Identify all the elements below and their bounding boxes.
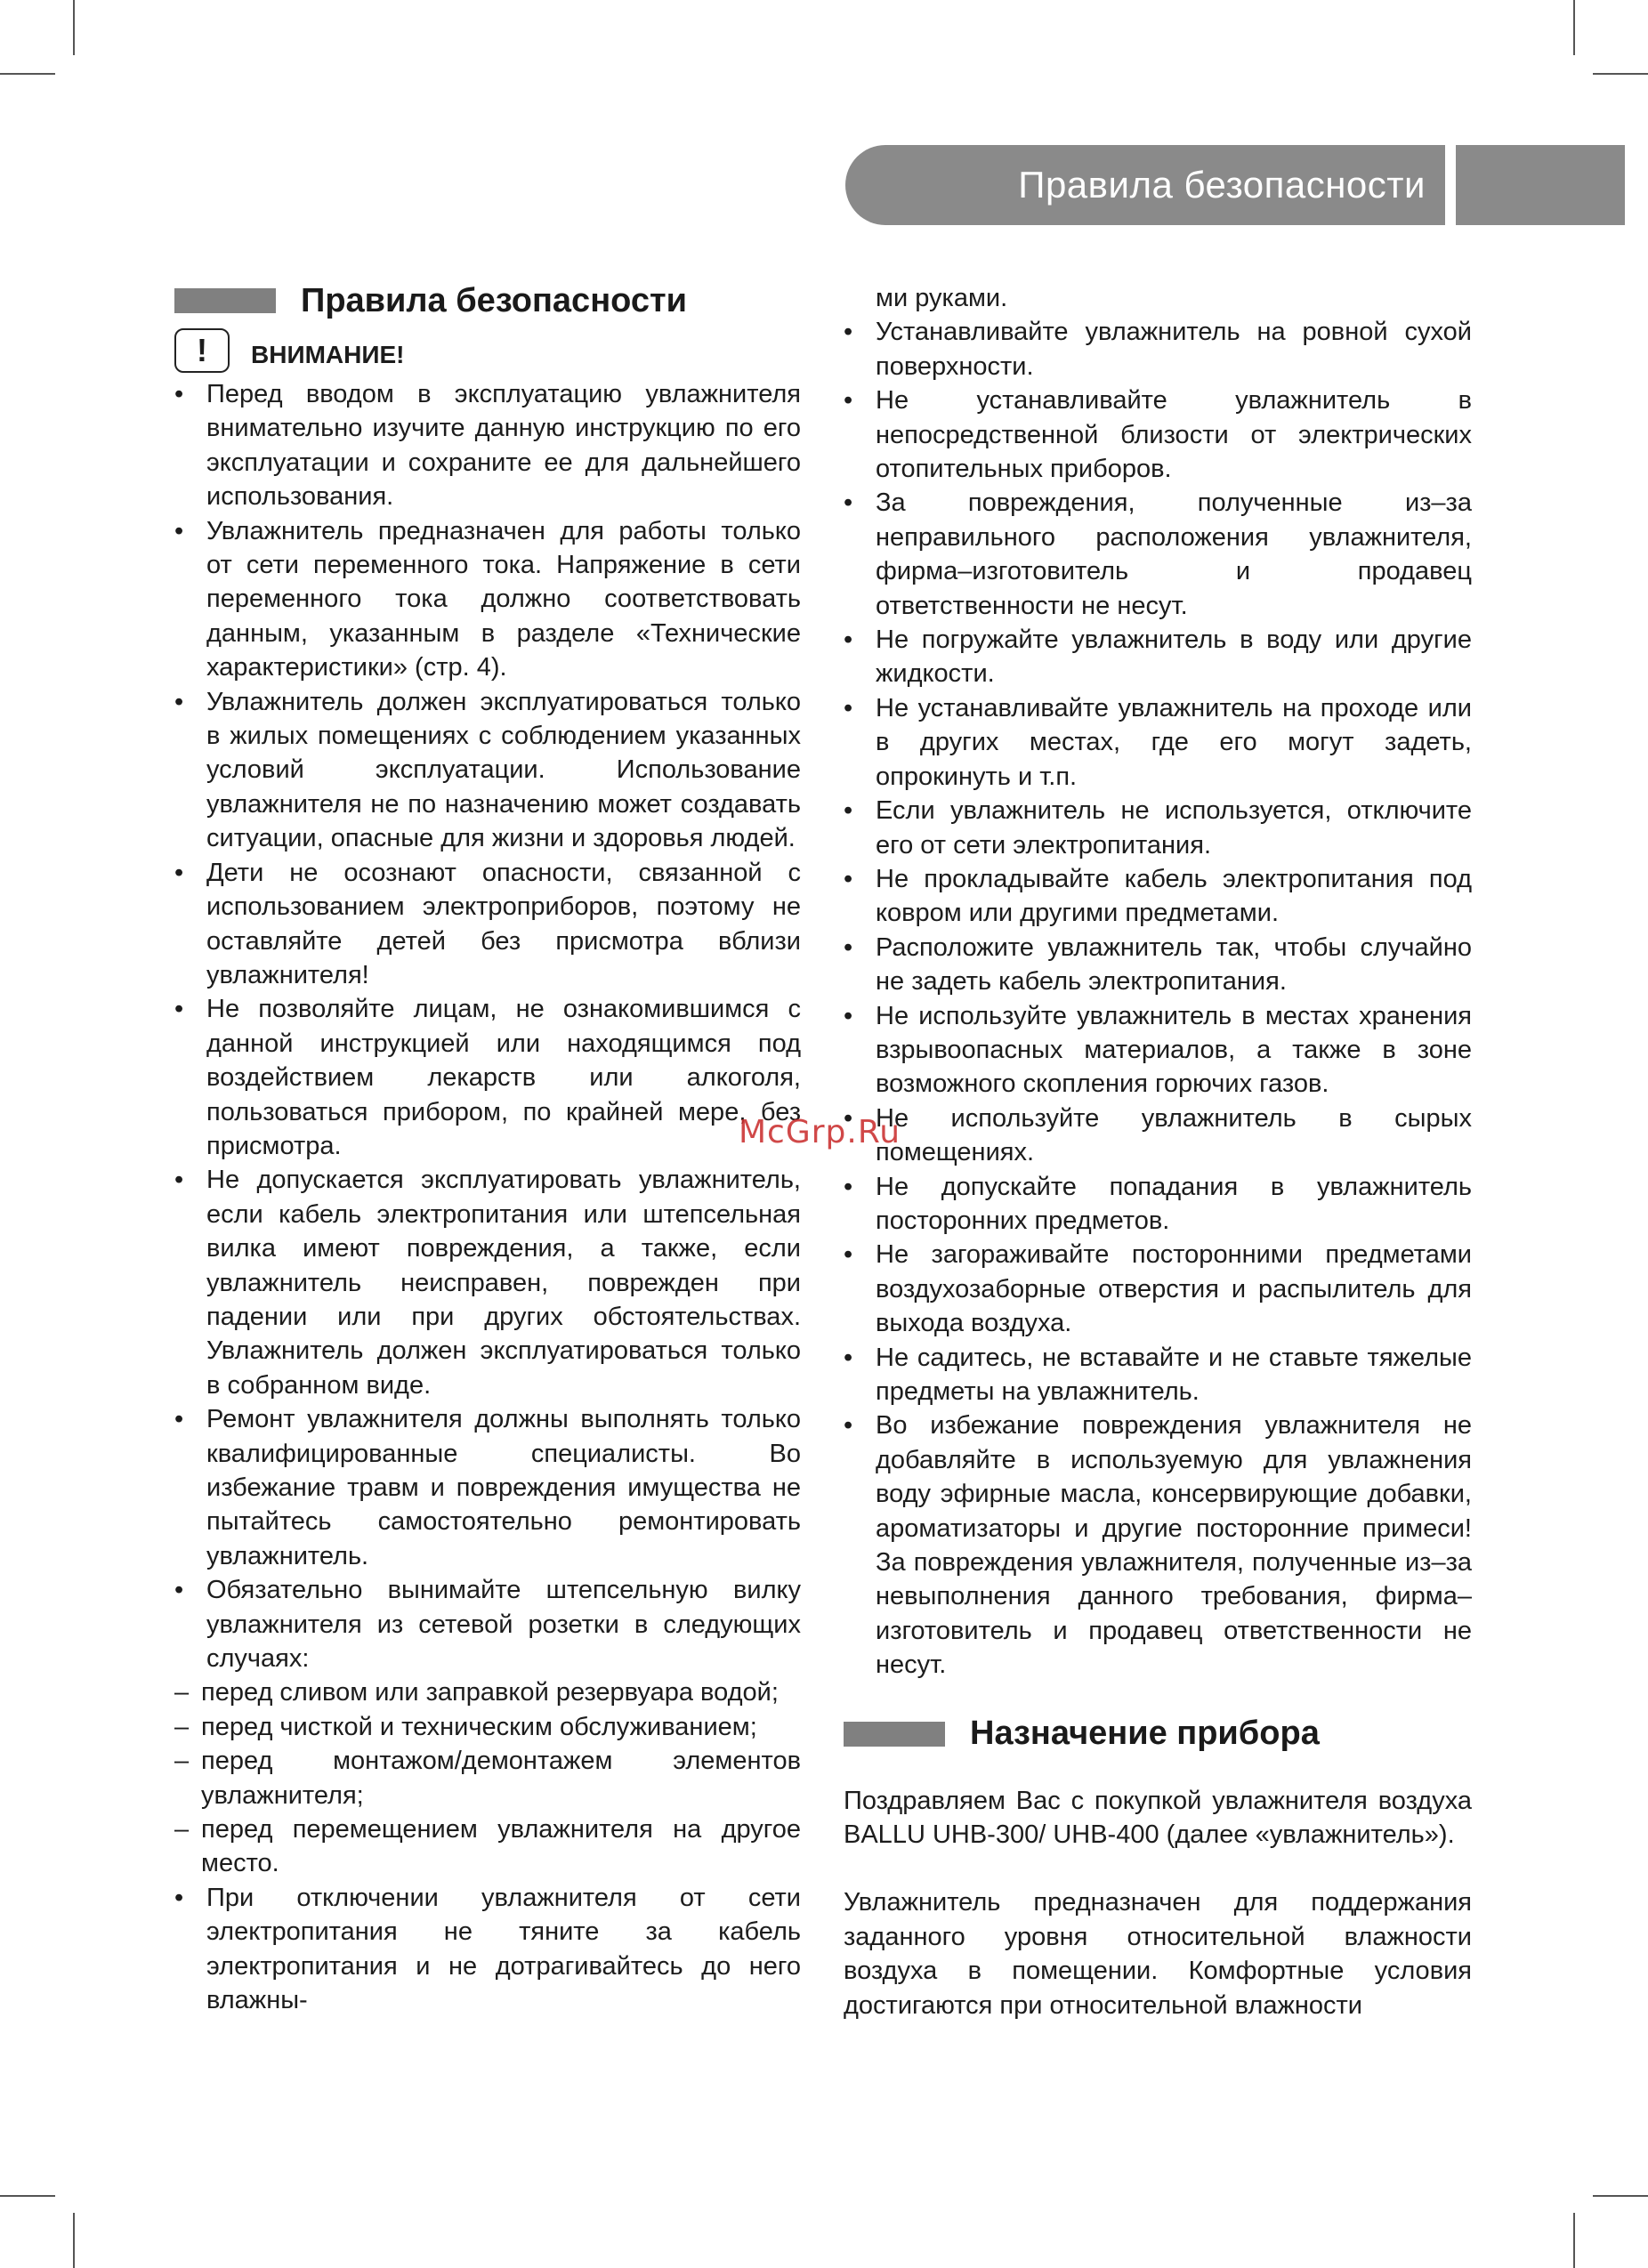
list-item-text: Не используйте увлажнитель в местах хранения взрывоопасных материалов, а также в зоне возможного скопления горючих газов. <box>876 1001 1472 1099</box>
banner-page-tab <box>1456 145 1625 225</box>
crop-mark <box>1573 0 1575 55</box>
safety-list-left <box>174 377 801 2018</box>
list-item-text: ми руками. <box>876 284 1008 312</box>
list-item-text: перед сливом или заправкой резервуара водой; <box>201 1678 779 1707</box>
list-item <box>844 1102 1472 1170</box>
safety-list-right <box>844 281 1472 1683</box>
crop-mark <box>1593 2195 1648 2197</box>
list-item <box>174 514 801 685</box>
list-item-text: Не садитесь, не вставайте и не ставьте тяжелые предметы на увлажнитель. <box>876 1343 1472 1406</box>
list-item: – перед монтажом/демонтажем элементов увлажнителя; <box>174 1747 801 1810</box>
list-item-text: Увлажнитель должен эксплуатироваться только в жилых помещениях с соблюдением указанных условий эксплуатации. Использование увлажнителя не по назначению может создавать ситуации, опасные для жизни и здоровья людей. <box>206 687 801 853</box>
list-item <box>844 1170 1472 1239</box>
warning-label: ВНИМАНИЕ! <box>251 340 405 368</box>
list-item: – перед перемещением увлажнителя на другое место. <box>174 1815 801 1878</box>
list-item <box>174 856 801 993</box>
list-item-text: Если увлажнитель не используется, отключите его от сети электропитания. <box>876 796 1472 860</box>
list-item <box>844 1408 1472 1682</box>
crop-mark <box>0 73 55 75</box>
section-title: Назначение прибора <box>970 1715 1320 1753</box>
list-item-text: Расположите увлажнитель так, чтобы случайно не задеть кабель электропитания. <box>876 932 1472 997</box>
list-item-text: Не устанавливайте увлажнитель на проходе или в других местах, где его могут задеть, опрокинуть и т.п. <box>876 693 1472 791</box>
list-item: – перед чисткой и техническим обслуживанием; <box>174 1712 757 1741</box>
crop-mark <box>73 2213 75 2268</box>
purpose-paragraph: Увлажнитель предназначен для поддержания заданного уровня относительной влажности воздуха в помещении. Комфортные условия достигаются при относительной влажности <box>844 1888 1472 2020</box>
list-item <box>844 623 1472 691</box>
list-item-text: Не используйте увлажнитель в сырых помещениях. <box>876 1103 1472 1167</box>
list-item-text: Перед вводом в эксплуатацию увлажнителя внимательно изучите данную инструкцию по его эксплуатации и сохраните ее для дальнейшего использования. <box>206 380 801 512</box>
list-item-text: перед чисткой и техническим обслуживанием; <box>201 1712 757 1741</box>
header-banner <box>845 145 1445 225</box>
list-item <box>844 486 1472 623</box>
list-item-text: Увлажнитель предназначен для работы только от сети переменного тока. Напряжение в сети переменного тока должно соответствовать данным, указанным в разделе «Технические характеристики» (стр. 4). <box>206 516 801 682</box>
list-item-text: Дети не осознают опасности, связанной с использованием электроприборов, поэтому не оставляйте детей без присмотра вблизи увлажнителя! <box>206 858 801 989</box>
warning-block <box>174 324 801 377</box>
right-column <box>844 281 1472 2022</box>
list-item-text: Не допускайте попадания в увлажнитель посторонних предметов. <box>876 1172 1472 1235</box>
list-item-text: Не устанавливайте увлажнитель в непосредственной близости от электрических отопительных приборов. <box>876 386 1472 484</box>
list-item-text: Не прокладывайте кабель электропитания под ковром или другими предметами. <box>876 864 1472 928</box>
list-item <box>844 383 1472 486</box>
list-item-text: Устанавливайте увлажнитель на ровной сухой поверхности. <box>876 318 1472 381</box>
list-item-text: За повреждения, полученные из–за неправильного расположения увлажнителя, фирма–изготовитель и продавец ответственности не несут. <box>876 488 1472 620</box>
list-item-text: Ремонт увлажнителя должны выполнять только квалифицированные специалисты. Во избежание травм и повреждения имущества не пытайтесь самостоятельно ремонтировать увлажнитель. <box>206 1405 801 1570</box>
crop-mark <box>1593 73 1648 75</box>
list-item-text: Не позволяйте лицам, не ознакомившимся с данной инструкцией или находящимся под воздействием лекарств или алкоголя, пользоваться прибором, по крайней мере, без присмотра. <box>206 995 801 1160</box>
list-item-text: Во избежание повреждения увлажнителя не добавляйте в используемую для увлажнения воду эфирные масла, консервирующие добавки, ароматизаторы и другие посторонние примеси! За повреждения увлажнителя, полученные из–за невыполнения данного требования, фирма–изготовитель и продавец ответственности не несут. <box>876 1411 1472 1680</box>
list-item <box>844 931 1472 999</box>
section-bar <box>174 288 276 313</box>
list-item <box>174 992 801 1163</box>
warning-icon: ! <box>174 328 230 373</box>
list-item <box>844 862 1472 931</box>
list-item <box>174 1402 801 1573</box>
section-title: Правила безопасности <box>301 281 687 319</box>
list-item-text: Не допускается эксплуатировать увлажнитель, если кабель электропитания или штепсельная вилка имеют повреждения, а также, если увлажнитель неисправен, поврежден при падении или при других обстоятельствах. Увлажнитель должен эксплуатироваться только в собранном виде. <box>206 1166 801 1400</box>
crop-mark <box>73 0 75 55</box>
list-item <box>174 1881 801 2018</box>
list-item-text: Обязательно вынимайте штепсельную вилку увлажнителя из сетевой розетки в следующих случаях: <box>206 1576 801 1674</box>
list-item <box>174 1573 801 1675</box>
list-item: – перед сливом или заправкой резервуара водой; <box>174 1678 779 1707</box>
list-item <box>174 1163 801 1402</box>
left-column <box>174 281 801 2018</box>
list-item-text: перед перемещением увлажнителя на другое место. <box>201 1815 801 1878</box>
list-item-text: При отключении увлажнителя от сети электропитания не тяните за кабель электропитания и не дотрагивайтесь до него влажны- <box>206 1883 801 2015</box>
intro-paragraph: Поздравляем Вас с покупкой увлажнителя воздуха BALLU UHB-300/ UHB-400 (далее «увлажнитель»). <box>844 1786 1472 1850</box>
section-heading-safety <box>174 281 801 320</box>
banner-title: Правила безопасности <box>1018 164 1426 206</box>
list-item <box>844 1238 1472 1340</box>
list-item <box>844 794 1472 862</box>
list-item <box>844 999 1472 1102</box>
list-item <box>844 315 1472 383</box>
list-item-text: Не погружайте увлажнитель в воду или другие жидкости. <box>876 626 1472 689</box>
list-item-text: перед монтажом/демонтажем элементов увлажнителя; <box>201 1747 801 1810</box>
list-item <box>844 691 1472 794</box>
watermark: McGrp.Ru <box>739 1114 901 1150</box>
list-item <box>844 1341 1472 1409</box>
list-item <box>174 377 801 514</box>
section-heading-purpose <box>844 1715 1472 1754</box>
crop-mark <box>0 2195 55 2197</box>
list-item <box>174 685 801 856</box>
section-bar <box>844 1722 945 1747</box>
list-item <box>844 281 1472 315</box>
list-item-text: Не загораживайте посторонними предметами воздухозаборные отверстия и распылитель для выхода воздуха. <box>876 1240 1472 1338</box>
crop-mark <box>1573 2213 1575 2268</box>
